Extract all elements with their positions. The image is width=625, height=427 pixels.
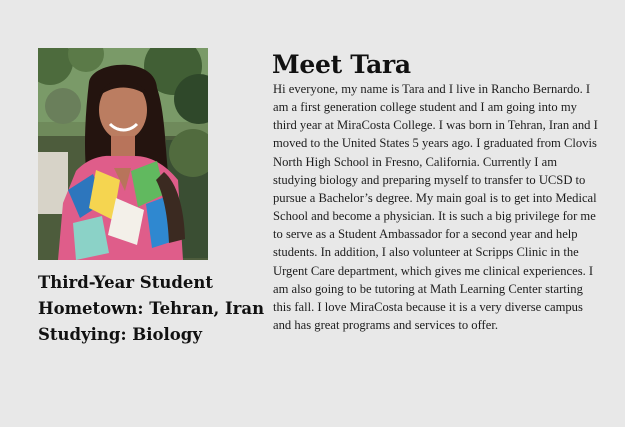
year-label: Third-Year Student [38,273,213,292]
major-label: Studying: Biology [38,325,202,344]
profile-photo [38,48,208,260]
page-title: Meet Tara [272,50,411,79]
student-facts [38,270,268,348]
hometown-label: Hometown: Tehran, Iran [38,299,265,318]
biography-text: Hi everyone, my name is Tara and I live in Rancho Bernardo. I am a first generation college student and I am going into my third year at MiraCosta College. I was born in Tehran, Iran and I moved to the United States 5 years ago. I graduated from Clovis North High School in Fresno, California. Currently I am studying biology and preparing myself to transfer to UCSD to pursue a Bachelor’s degree. My main goal is to get into Medical School and become a physician. It is such a big privilege for me to serve as a Student Ambassador for a second year and help students. In addition, I also volunteer at Scripps Clinic in the Urgent Care department, which gives me clinical experiences. I am also going to be tutoring at Math Learning Center starting this fall. I love MiraCosta because it is a very diverse campus and has great programs and services to offer. [273,82,598,333]
